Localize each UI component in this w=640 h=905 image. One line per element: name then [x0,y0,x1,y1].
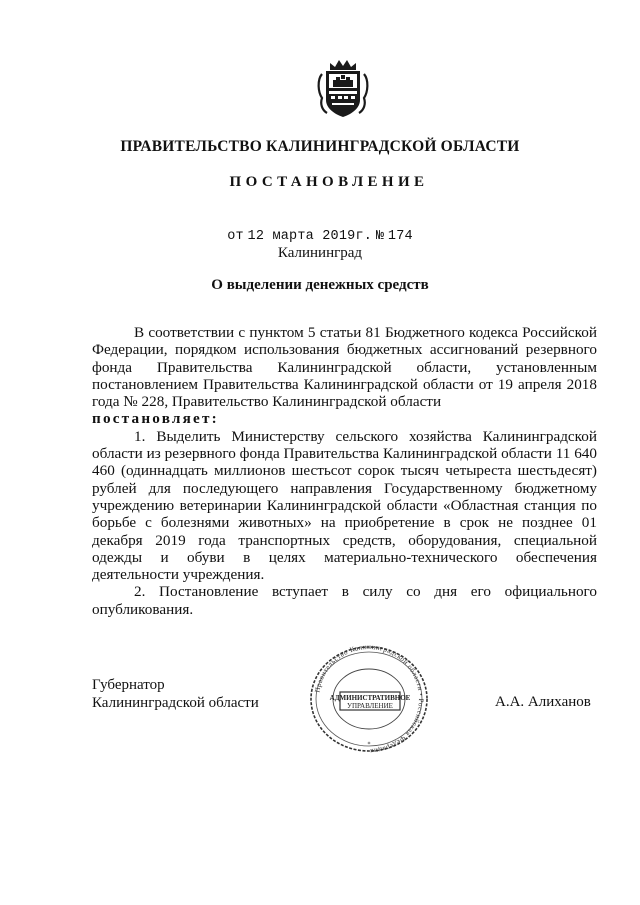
document-city: Калининград [277,245,363,261]
document-subject: О выделении денежных средств [211,277,429,293]
signatory-name: А.А. Алиханов [495,694,591,710]
document-body [92,324,597,618]
signatory-title [92,676,259,712]
item-2-paragraph: 2. Постановление вступает в силу со дня его официального опубликования. [92,583,597,618]
organization-heading: ПРАВИТЕЛЬСТВО КАЛИНИНГРАДСКОЙ ОБЛАСТИ [120,138,520,155]
number-sign: № [375,229,385,244]
svg-text:*: * [367,741,371,748]
resolution-keyword: постановляет: [92,410,219,428]
preamble-paragraph [92,324,597,428]
item-1-paragraph: 1. Выделить Министерству сельского хозяйства Калининградской области из резервного фонда Правительства Калининградской области 11 640 460 (одиннадцать миллионов шестьсот сорок тысяч четыреста шестьдесят) рублей для последующего направления Государственному бюджетному учреждению ветеринарии Калининградской области «Областная станция по борьбе с болезнями животных» на приобретение в срок не позднее 01 декабря 2019 года транспортных средств, оборудования, специальной одежды и обуви в целях материально-технического обеспечения деятельности учреждения. [92,427,597,584]
date-prefix: от [227,229,244,244]
date-number-line [0,227,640,244]
stamp-center-line-1: АДМИНИСТРАТИВНОЕ [329,694,411,702]
coat-of-arms-icon [316,58,370,120]
document-number: 174 [387,229,413,244]
document-type-heading: ПОСТАНОВЛЕНИЕ [229,174,429,190]
preamble-text: В соответствии с пунктом 5 статьи 81 Бюджетного кодекса Российской Федерации, порядком использования бюджетных ассигнований резервного фонда Правительства Калининградской области, установленным постановлением Правительства Калининградской области от 19 апреля 2018 года № 228, Правительство Калининградской области [92,324,597,411]
official-stamp-icon [300,640,438,758]
document-date: 12 марта 2019г. [247,229,373,244]
signatory-title-line-1: Губернатор [92,677,165,693]
signatory-title-line-2: Калининградской области [92,695,259,711]
stamp-center-line-2: УПРАВЛЕНИЕ [347,702,393,710]
stamp-ring-text: Правительство Калининградской области • Российская Федерация [313,642,426,756]
